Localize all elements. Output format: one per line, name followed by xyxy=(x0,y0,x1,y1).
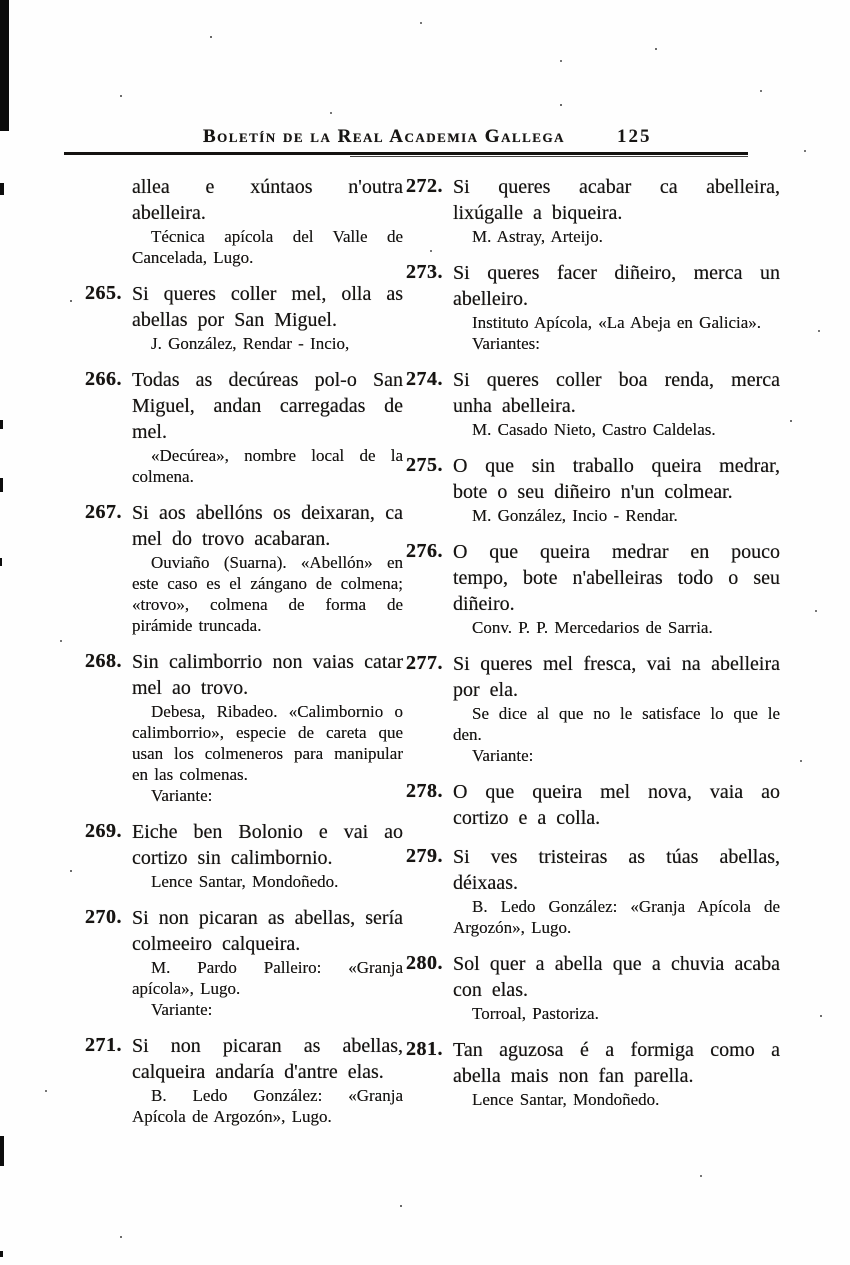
proverb-text: Si non picaran as abellas, sería colmeeiro calqueira. xyxy=(132,907,403,955)
proverb-entry xyxy=(406,1037,780,1110)
entry-number: 265. xyxy=(85,282,122,304)
proverb-text: Si ves tristeiras as túas abellas, déixaas. xyxy=(453,846,780,894)
right-column xyxy=(406,174,780,1123)
attribution-note: M. Casado Nieto, Castro Caldelas. xyxy=(472,420,716,439)
proverb-text: O que queira medrar en pouco tempo, bote n'abelleiras todo o seu diñeiro. xyxy=(453,541,780,615)
scan-edge-mark xyxy=(0,1251,3,1257)
proverb-entry xyxy=(85,174,403,268)
proverb-text: Eiche ben Bolonio e vai ao cortizo sin calimbornio. xyxy=(132,821,403,869)
proverb-text: Si queres coller mel, olla as abellas por San Miguel. xyxy=(132,283,403,331)
proverb-text: allea e xúntaos n'outra abelleira. xyxy=(132,176,403,224)
attribution-note: «Decúrea», nombre local de la colmena. xyxy=(132,446,403,486)
attribution-note: M. Astray, Arteijo. xyxy=(472,227,603,246)
attribution-note: Torroal, Pastoriza. xyxy=(472,1004,599,1023)
proverb-text: Si non picaran as abellas, calqueira andaría d'antre elas. xyxy=(132,1035,403,1083)
attribution-note: M. Pardo Palleiro: «Granja apícola», Lugo. xyxy=(132,958,403,998)
entry-number: 269. xyxy=(85,820,122,842)
scan-edge-mark xyxy=(0,478,3,492)
entry-number: 266. xyxy=(85,368,122,390)
scan-edge-mark xyxy=(0,558,2,566)
proverb-entry xyxy=(406,260,780,354)
header-rule-secondary xyxy=(350,156,748,157)
proverb-text: O que queira mel nova, vaia ao cortizo e a colla. xyxy=(453,781,780,829)
attribution-note: Conv. P. P. Mercedarios de Sarria. xyxy=(472,618,713,637)
entry-number: 275. xyxy=(406,454,443,476)
attribution-note: Se dice al que no le satisface lo que le den. xyxy=(453,704,780,744)
proverb-text: Sol quer a abella que a chuvia acaba con elas. xyxy=(453,953,780,1001)
proverb-text: Si queres facer diñeiro, merca un abelleiro. xyxy=(453,262,780,310)
scan-edge-mark xyxy=(0,1136,4,1166)
proverb-entry xyxy=(85,500,403,636)
proverb-entry xyxy=(85,1033,403,1127)
entry-number: 280. xyxy=(406,952,443,974)
entry-number: 279. xyxy=(406,845,443,867)
scan-edge-mark xyxy=(0,183,4,195)
proverb-text: Si queres coller boa renda, merca unha abelleira. xyxy=(453,369,780,417)
attribution-note: Técnica apícola del Valle de Cancelada, Lugo. xyxy=(132,227,403,267)
entry-number: 276. xyxy=(406,540,443,562)
proverb-entry xyxy=(85,281,403,354)
attribution-note: Ouviaño (Suarna). «Abellón» en este caso es el zángano de colmena; «trovo», colmena de forma de pirámide truncada. xyxy=(132,553,403,635)
proverb-text: Tan aguzosa é a formiga como a abella mais non fan parella. xyxy=(453,1039,780,1087)
proverb-entry xyxy=(85,367,403,487)
scan-edge-mark xyxy=(0,420,3,429)
proverb-entry xyxy=(406,367,780,440)
left-column xyxy=(85,174,403,1140)
page-header xyxy=(85,126,750,150)
attribution-note: J. González, Rendar - Incio, xyxy=(151,334,350,353)
proverb-entry xyxy=(85,819,403,892)
proverb-entry xyxy=(85,649,403,806)
attribution-note: Variante: xyxy=(472,746,534,765)
attribution-note: Lence Santar, Mondoñedo. xyxy=(151,872,339,891)
proverb-text: Sin calimborrio non vaias catar mel ao trovo. xyxy=(132,651,403,699)
proverb-text: Todas as decúreas pol-o San Miguel, andan carregadas de mel. xyxy=(132,369,403,443)
entry-number: 267. xyxy=(85,501,122,523)
entry-number: 270. xyxy=(85,906,122,928)
proverb-text: Si queres mel fresca, vai na abelleira por ela. xyxy=(453,653,780,701)
attribution-note: Variante: xyxy=(151,1000,213,1019)
attribution-note: B. Ledo González: «Granja Apícola de Argozón», Lugo. xyxy=(132,1086,403,1126)
proverb-entry xyxy=(406,779,780,831)
scan-edge-artifact xyxy=(0,0,9,131)
proverb-entry xyxy=(406,951,780,1024)
proverb-text: O que sin traballo queira medrar, bote o seu diñeiro n'un colmear. xyxy=(453,455,780,503)
page-number: 125 xyxy=(617,126,652,147)
proverb-entry xyxy=(406,174,780,247)
proverb-text: Si queres acabar ca abelleira, lixúgalle a biqueira. xyxy=(453,176,780,224)
attribution-note: B. Ledo González: «Granja Apícola de Argozón», Lugo. xyxy=(453,897,780,937)
attribution-note: Variantes: xyxy=(472,334,540,353)
entry-number: 273. xyxy=(406,261,443,283)
entry-number: 271. xyxy=(85,1034,122,1056)
attribution-note: M. González, Incio - Rendar. xyxy=(472,506,678,525)
entry-number: 281. xyxy=(406,1038,443,1060)
entry-number: 268. xyxy=(85,650,122,672)
entry-number: 272. xyxy=(406,175,443,197)
attribution-note: Variante: xyxy=(151,786,213,805)
proverb-entry xyxy=(406,539,780,638)
attribution-note: Instituto Apícola, «La Abeja en Galicia». xyxy=(472,313,762,332)
attribution-note: Debesa, Ribadeo. «Calimbornio o calimborrio», especie de careta que usan los colmeneros para manipular en las colmenas. xyxy=(132,702,403,784)
entry-number: 278. xyxy=(406,780,443,802)
journal-title: Boletín de la Real Academia Gallega xyxy=(203,126,565,147)
entry-number: 277. xyxy=(406,652,443,674)
proverb-entry xyxy=(406,651,780,766)
scan-noise-speckles xyxy=(0,0,2,2)
proverb-entry xyxy=(406,453,780,526)
proverb-entry xyxy=(85,905,403,1020)
header-rule xyxy=(64,152,748,155)
proverb-entry xyxy=(406,844,780,938)
entry-number: 274. xyxy=(406,368,443,390)
attribution-note: Lence Santar, Mondoñedo. xyxy=(472,1090,660,1109)
proverb-text: Si aos abellóns os deixaran, ca mel do trovo acabaran. xyxy=(132,502,403,550)
